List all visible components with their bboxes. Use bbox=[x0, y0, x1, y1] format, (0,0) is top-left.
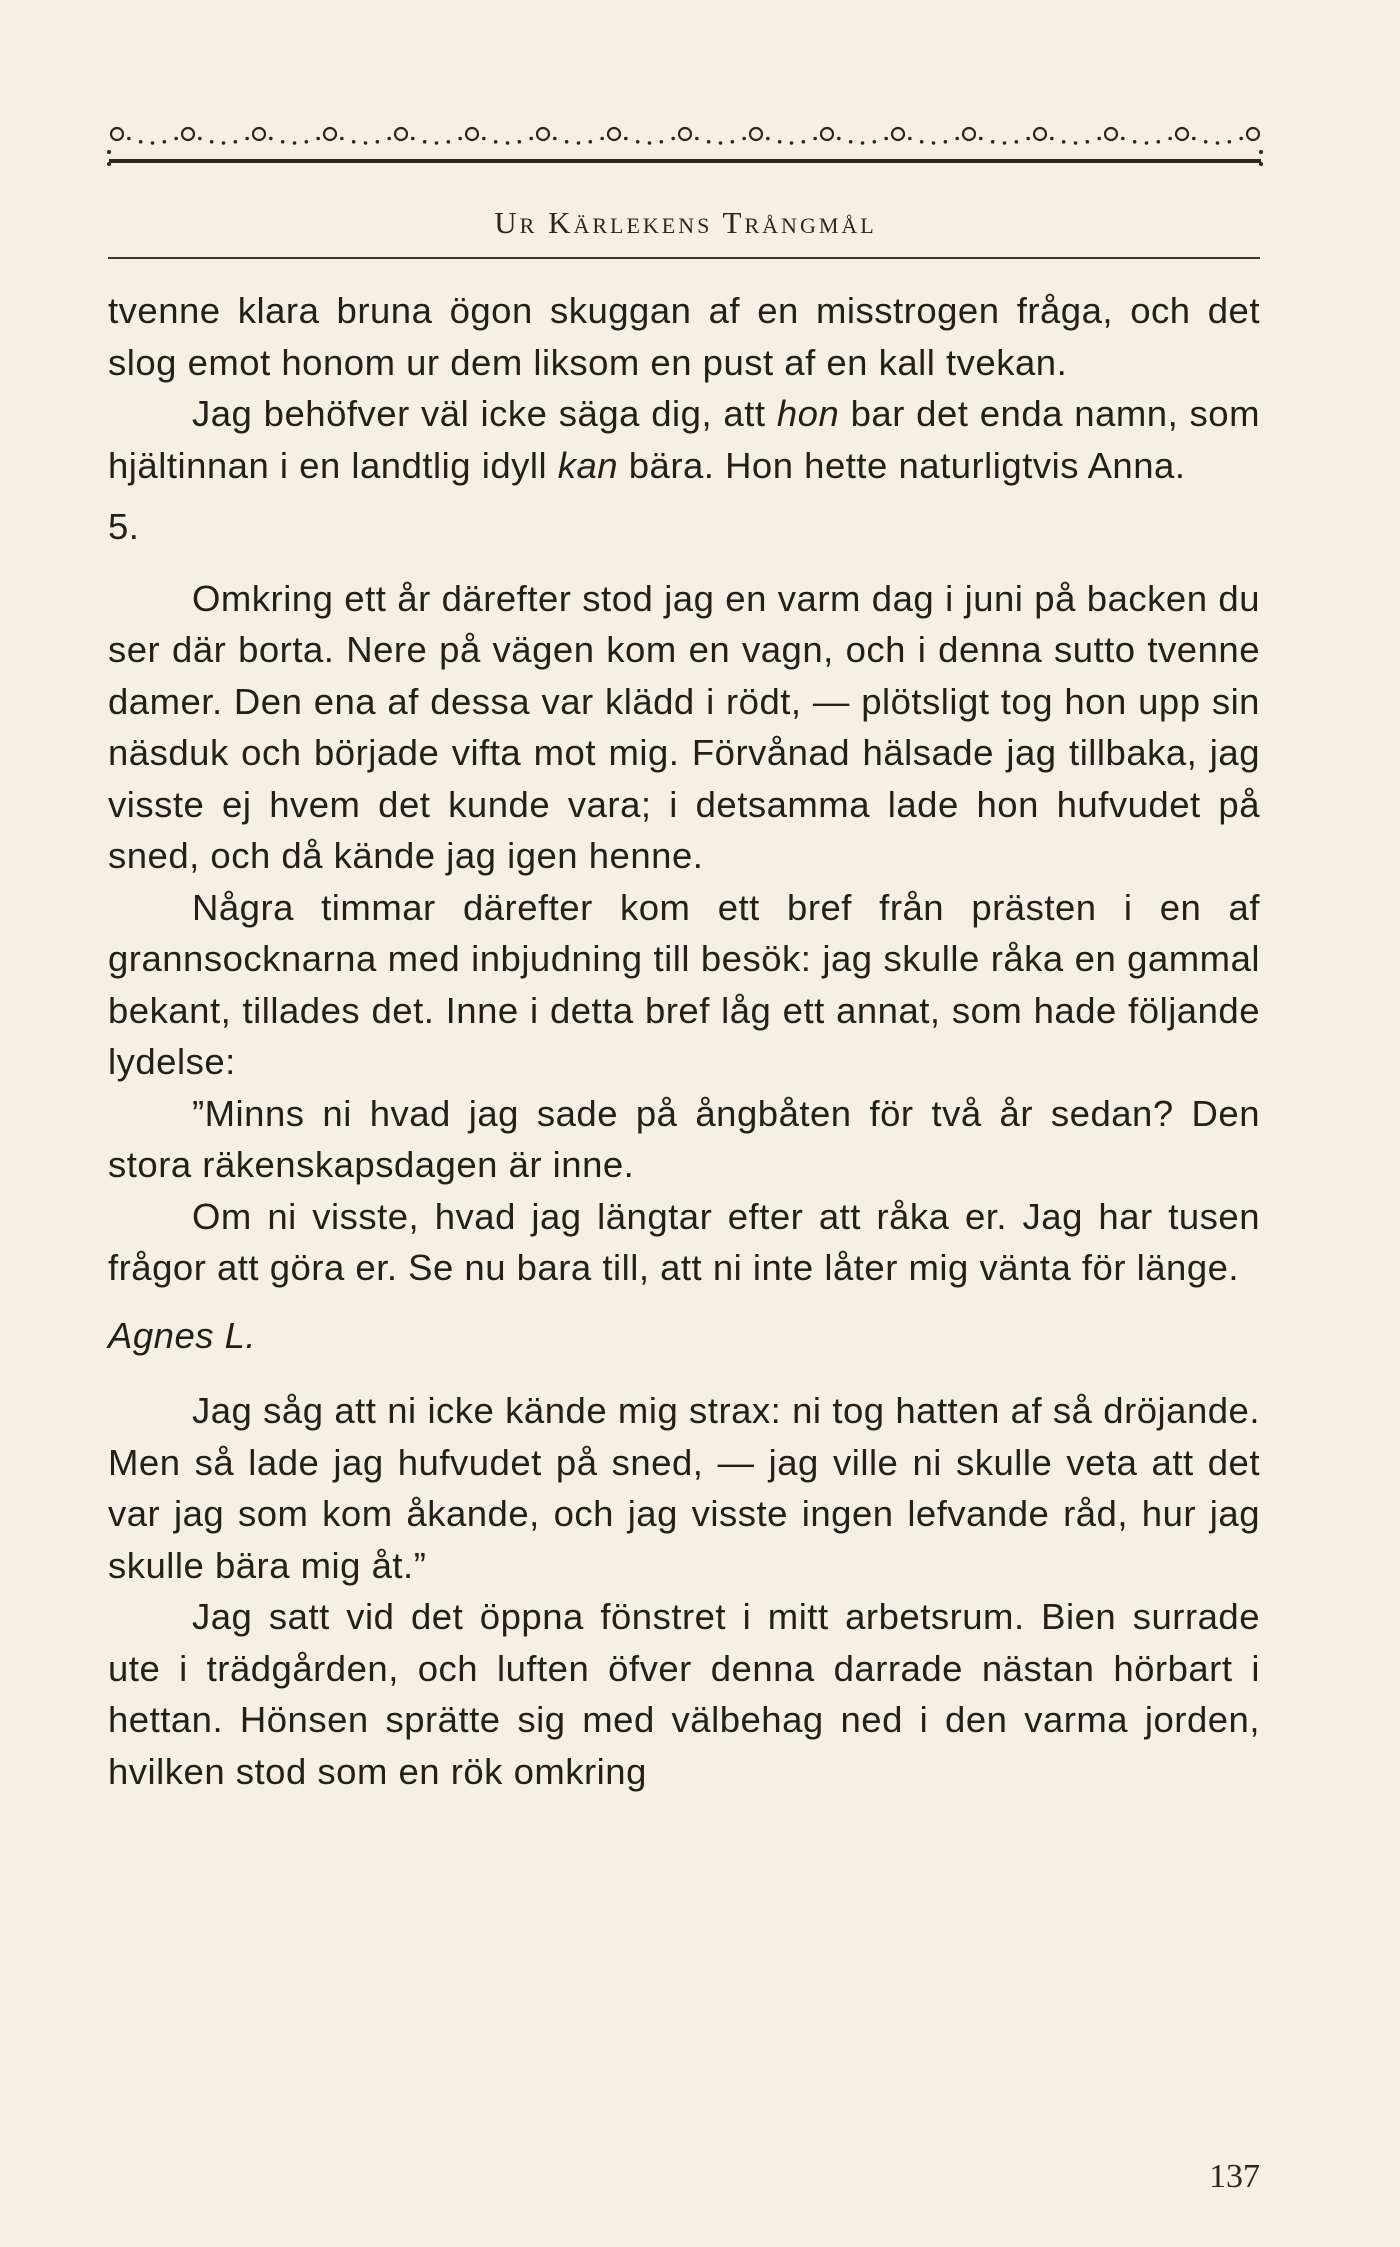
ornament-dot bbox=[742, 137, 746, 141]
ornament-dot bbox=[577, 141, 581, 145]
letter-signature: Agnes L. bbox=[108, 1314, 257, 1356]
ornament-dot bbox=[884, 137, 888, 141]
ornament-dot bbox=[447, 140, 451, 144]
ornament-dot bbox=[458, 137, 462, 141]
ornament-dot bbox=[174, 137, 178, 141]
ornament-dot bbox=[636, 140, 640, 144]
ornament-ring bbox=[111, 128, 123, 140]
ornament-dot bbox=[1259, 150, 1263, 154]
ornament-dot bbox=[766, 137, 770, 141]
ornament-ring bbox=[1034, 128, 1046, 140]
letter-paragraph: ”Minns ni hvad jag sade på ångbåten för två år sedan? Den stora räkenskapsdagen är inne. bbox=[108, 1092, 1260, 1185]
ornament-dot bbox=[352, 140, 356, 144]
paragraph: tvenne klara bruna ögon skuggan af en misstrogen fråga, och det slog emot honom ur dem liksom en pust af en kall tvekan. bbox=[108, 290, 1260, 383]
page-number: 137 bbox=[1209, 2158, 1260, 2195]
paragraph: Jag satt vid det öppna fönstret i mitt arbetsrum. Bien surrade ute i trädgården, och luften öfver denna darrade nästan hörbart i hettan. Hönsen sprätte sig med välbehag ned i den varma jorden, hvilken stod som en rök omkring bbox=[108, 1596, 1260, 1792]
ornament-dot bbox=[1086, 140, 1090, 144]
ornament-dot bbox=[932, 141, 936, 145]
ornament-ring bbox=[1247, 128, 1259, 140]
ornament-dot bbox=[198, 137, 202, 141]
ornament-dot bbox=[600, 137, 604, 141]
ornament-dot bbox=[837, 137, 841, 141]
ornament-dot bbox=[731, 140, 735, 144]
letter-paragraph: Om ni visste, hvad jag längtar efter att råka er. Jag har tusen frågor att göra er. Se nu bara till, att ni inte låter mig vänta för länge. bbox=[108, 1195, 1260, 1288]
ornament-dot bbox=[873, 140, 877, 144]
ornament-dot bbox=[908, 137, 912, 141]
ornament-dot bbox=[234, 140, 238, 144]
ornament-ring bbox=[324, 128, 336, 140]
ornament-dot bbox=[1097, 137, 1101, 141]
ornament-dot bbox=[1133, 140, 1137, 144]
header-rule bbox=[108, 257, 1260, 259]
ornament-dot bbox=[1204, 140, 1208, 144]
ornament-dot bbox=[107, 150, 111, 154]
ornament-dot bbox=[518, 140, 522, 144]
ornament-dot bbox=[1145, 141, 1149, 145]
ornament-dot bbox=[813, 137, 817, 141]
ornament-ring bbox=[1176, 128, 1188, 140]
ornament-dot bbox=[305, 140, 309, 144]
ornament-dot bbox=[1026, 137, 1030, 141]
ornament-dot bbox=[1192, 137, 1196, 141]
ornament-dot bbox=[991, 140, 995, 144]
ornament-dot bbox=[565, 140, 569, 144]
ornament-dot bbox=[719, 141, 723, 145]
ornament-dot bbox=[802, 140, 806, 144]
ornament-dot bbox=[920, 140, 924, 144]
ornament-dot bbox=[671, 137, 675, 141]
ornament-dot bbox=[1062, 140, 1066, 144]
ornament-ring bbox=[892, 128, 904, 140]
ornament-dot bbox=[790, 141, 794, 145]
ornament-ring bbox=[1105, 128, 1117, 140]
ornament-dot bbox=[364, 141, 368, 145]
ornament-dot bbox=[553, 137, 557, 141]
ornament-dot bbox=[269, 137, 273, 141]
ornament-dot bbox=[494, 140, 498, 144]
ornament-ring bbox=[750, 128, 762, 140]
ornament-dot bbox=[1121, 137, 1125, 141]
ornament-dot bbox=[281, 140, 285, 144]
ornament-dot bbox=[1074, 141, 1078, 145]
ornament-dot bbox=[423, 140, 427, 144]
ornament-dot bbox=[376, 140, 380, 144]
ornament-dot bbox=[1216, 141, 1220, 145]
ornament-ring bbox=[395, 128, 407, 140]
ornament-dot bbox=[1015, 140, 1019, 144]
ornament-ring bbox=[608, 128, 620, 140]
ornament-dot bbox=[1050, 137, 1054, 141]
paragraph: Omkring ett år därefter stod jag en varm dag i juni på backen du ser där borta. Nere på vägen kom en vagn, och i denna sutto tvenne damer. Den ena af dessa var klädd i rödt, — plötsligt tog hon upp sin näsduk och började vifta mot mig. Förvånad hälsade jag tillbaka, jag visste ej hvem det kunde vara; i detsamma lade hon hufvudet på sned, och då kände jag igen henne. bbox=[108, 577, 1260, 876]
paragraph: Jag behöfver väl icke säga dig, att hon bar det enda namn, som hjältinnan i en landtlig idyll kan bära. Hon hette naturligtvis Anna. bbox=[108, 393, 1261, 486]
ornament-dot bbox=[1157, 140, 1161, 144]
paragraph: Några timmar därefter kom ett bref från prästen i en af grannsocknarna med inbjudning till besök: jag skulle råka en gammal bekant, tillades det. Inne i detta bref låg ett annat, som hade följande lydelse: bbox=[108, 886, 1260, 1082]
ornament-dot bbox=[861, 141, 865, 145]
ornament-dot bbox=[695, 137, 699, 141]
ornament-dot bbox=[210, 140, 214, 144]
ornament-dot bbox=[624, 137, 628, 141]
ornament-dot bbox=[979, 137, 983, 141]
ornament-dot bbox=[293, 141, 297, 145]
ornament-dot bbox=[955, 137, 959, 141]
ornament-dot bbox=[316, 137, 320, 141]
ornament-dot bbox=[411, 137, 415, 141]
ornament-dot bbox=[648, 141, 652, 145]
header-ornament-border bbox=[105, 120, 1265, 172]
ornament-ring bbox=[182, 128, 194, 140]
ornament-dot bbox=[1239, 137, 1243, 141]
ornament-ring bbox=[679, 128, 691, 140]
ornament-ring bbox=[963, 128, 975, 140]
ornament-dot bbox=[1003, 141, 1007, 145]
ornament-dot bbox=[529, 137, 533, 141]
ornament-dot bbox=[849, 140, 853, 144]
ornament-dot bbox=[707, 140, 711, 144]
ornament-dot bbox=[1228, 140, 1232, 144]
ornament-dot bbox=[1168, 137, 1172, 141]
page-body bbox=[108, 285, 1260, 1797]
ornament-dot bbox=[944, 140, 948, 144]
ornament-dot bbox=[778, 140, 782, 144]
ornament-dot bbox=[506, 141, 510, 145]
paragraph: Jag såg att ni icke kände mig strax: ni tog hatten af så dröjande. Men så lade jag hufvudet på sned, — jag ville ni skulle veta att det var jag som kom åkande, och jag visste ingen lefvande råd, hur jag skulle bära mig åt.” bbox=[108, 1390, 1260, 1586]
ornament-dot bbox=[340, 137, 344, 141]
ornament-dot bbox=[127, 137, 131, 141]
ornament-dot bbox=[151, 141, 155, 145]
ornament-dot bbox=[163, 140, 167, 144]
ornament-ring bbox=[821, 128, 833, 140]
ornament-ring bbox=[537, 128, 549, 140]
ornament-dot bbox=[660, 140, 664, 144]
ornament-ring bbox=[253, 128, 265, 140]
ornament-dot bbox=[589, 140, 593, 144]
section-number: 5. bbox=[108, 506, 140, 547]
ornament-dot bbox=[139, 140, 143, 144]
ornament-dot bbox=[435, 141, 439, 145]
running-head: Ur Kärlekens Trångmål bbox=[494, 205, 877, 240]
ornament-dot bbox=[387, 137, 391, 141]
ornament-dot bbox=[245, 137, 249, 141]
ornament-dot bbox=[222, 141, 226, 145]
ornament-ring bbox=[466, 128, 478, 140]
ornament-dot bbox=[482, 137, 486, 141]
